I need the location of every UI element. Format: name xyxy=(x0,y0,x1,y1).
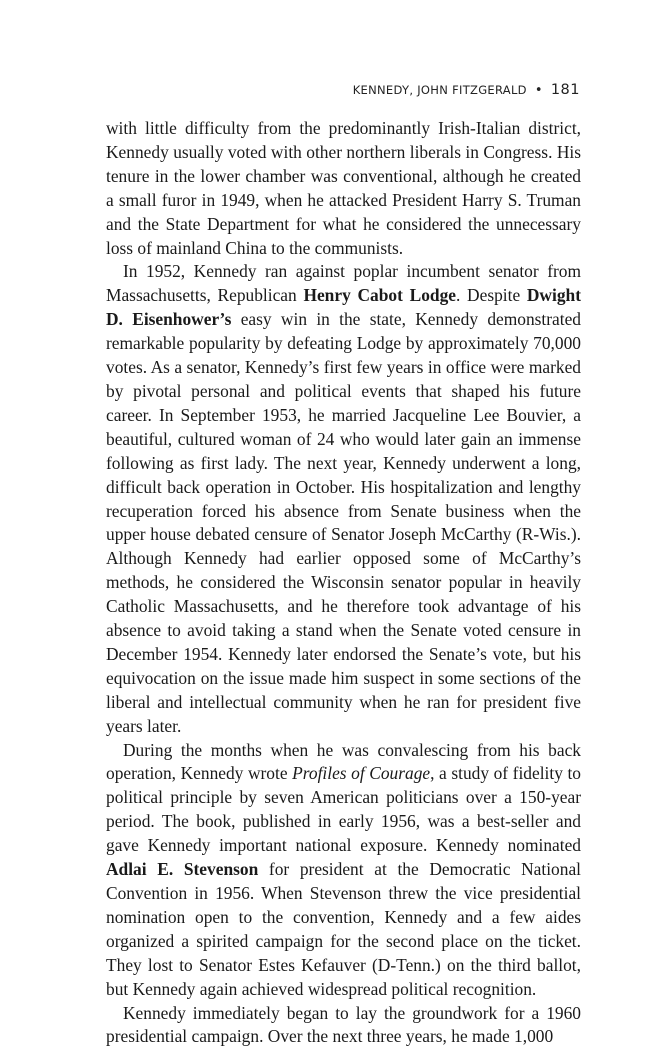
italic-book-title: Profiles of Courage xyxy=(292,763,431,784)
text-segment: In 1952, Kennedy ran against poplar incumbent senator from Massachusetts, Republican xyxy=(106,261,581,306)
bold-name-adlai-stevenson: Adlai E. Stevenson xyxy=(106,859,259,880)
paragraph-3 xyxy=(106,739,581,1002)
running-head xyxy=(353,82,580,98)
running-title: KENNEDY, JOHN FITZGERALD xyxy=(352,83,527,97)
page-number: 181 xyxy=(550,82,580,98)
text-segment: During the months when he was convalescing from his back operation, Kennedy wrote xyxy=(106,739,581,784)
paragraph-1 xyxy=(106,117,581,260)
text-segment: for president at the Democratic National Convention in 1956. When Stevenson threw the vice presidential nomination open to the convention, Kennedy and a few aides organized a spirited campaign for the second place on the ticket. They lost to Senator Estes Kefauver (D-Tenn.) on the third ballot, but Kennedy again achieved widespread political recognition. xyxy=(106,859,581,999)
bold-name-henry-cabot-lodge: Henry Cabot Lodge xyxy=(303,285,456,306)
text-segment: Kennedy immediately began to lay the groundwork for a 1960 presidential campaign. Over the next three years, he made 1,000 xyxy=(106,1002,581,1047)
bullet-separator: • xyxy=(534,83,543,98)
body-text xyxy=(106,117,581,1049)
text-segment: . Despite xyxy=(455,285,527,306)
text-segment: , a study of fidelity to political principle by seven American politicians over a 150-year period. The book, published in early 1956, was a best-seller and gave Kennedy important national exposure. Kennedy nominated xyxy=(106,763,582,856)
paragraph-2 xyxy=(106,260,581,738)
text-segment: easy win in the state, Kennedy demonstrated remarkable popularity by defeating Lodge by approximately 70,000 votes. As a senator, Kennedy’s first few years in office were marked by pivotal personal and political events that shaped his future career. In September 1953, he married Jacqueline Lee Bouvier, a beautiful, cultured woman of 24 who would later gain an immense following as first lady. The next year, Kennedy underwent a long, difficult back operation in October. His hospitalization and lengthy recuperation forced his absence from Senate business when the upper house debated censure of Senator Joseph McCarthy (R-Wis.). Although Kennedy had earlier opposed some of McCarthy’s methods, he considered the Wisconsin senator popular in heavily Catholic Massachusetts, and he therefore took advantage of his absence to avoid taking a stand when the Senate voted censure in December 1954. Kennedy later endorsed the Senate’s vote, but his equivocation on the issue made him suspect in some sections of the liberal and intellectual community when he ran for president five years later. xyxy=(106,309,582,736)
paragraph-4 xyxy=(106,1002,581,1049)
bold-name-dwight-eisenhower: Dwight D. Eisenhower’s xyxy=(106,285,581,330)
text-segment: with little difficulty from the predominantly Irish-Italian district, Kennedy usually voted with other northern liberals in Congress. His tenure in the lower chamber was conventional, although he created a small furor in 1949, when he attacked President Harry S. Truman and the State Department for what he considered the unnecessary loss of mainland China to the communists. xyxy=(106,118,581,258)
